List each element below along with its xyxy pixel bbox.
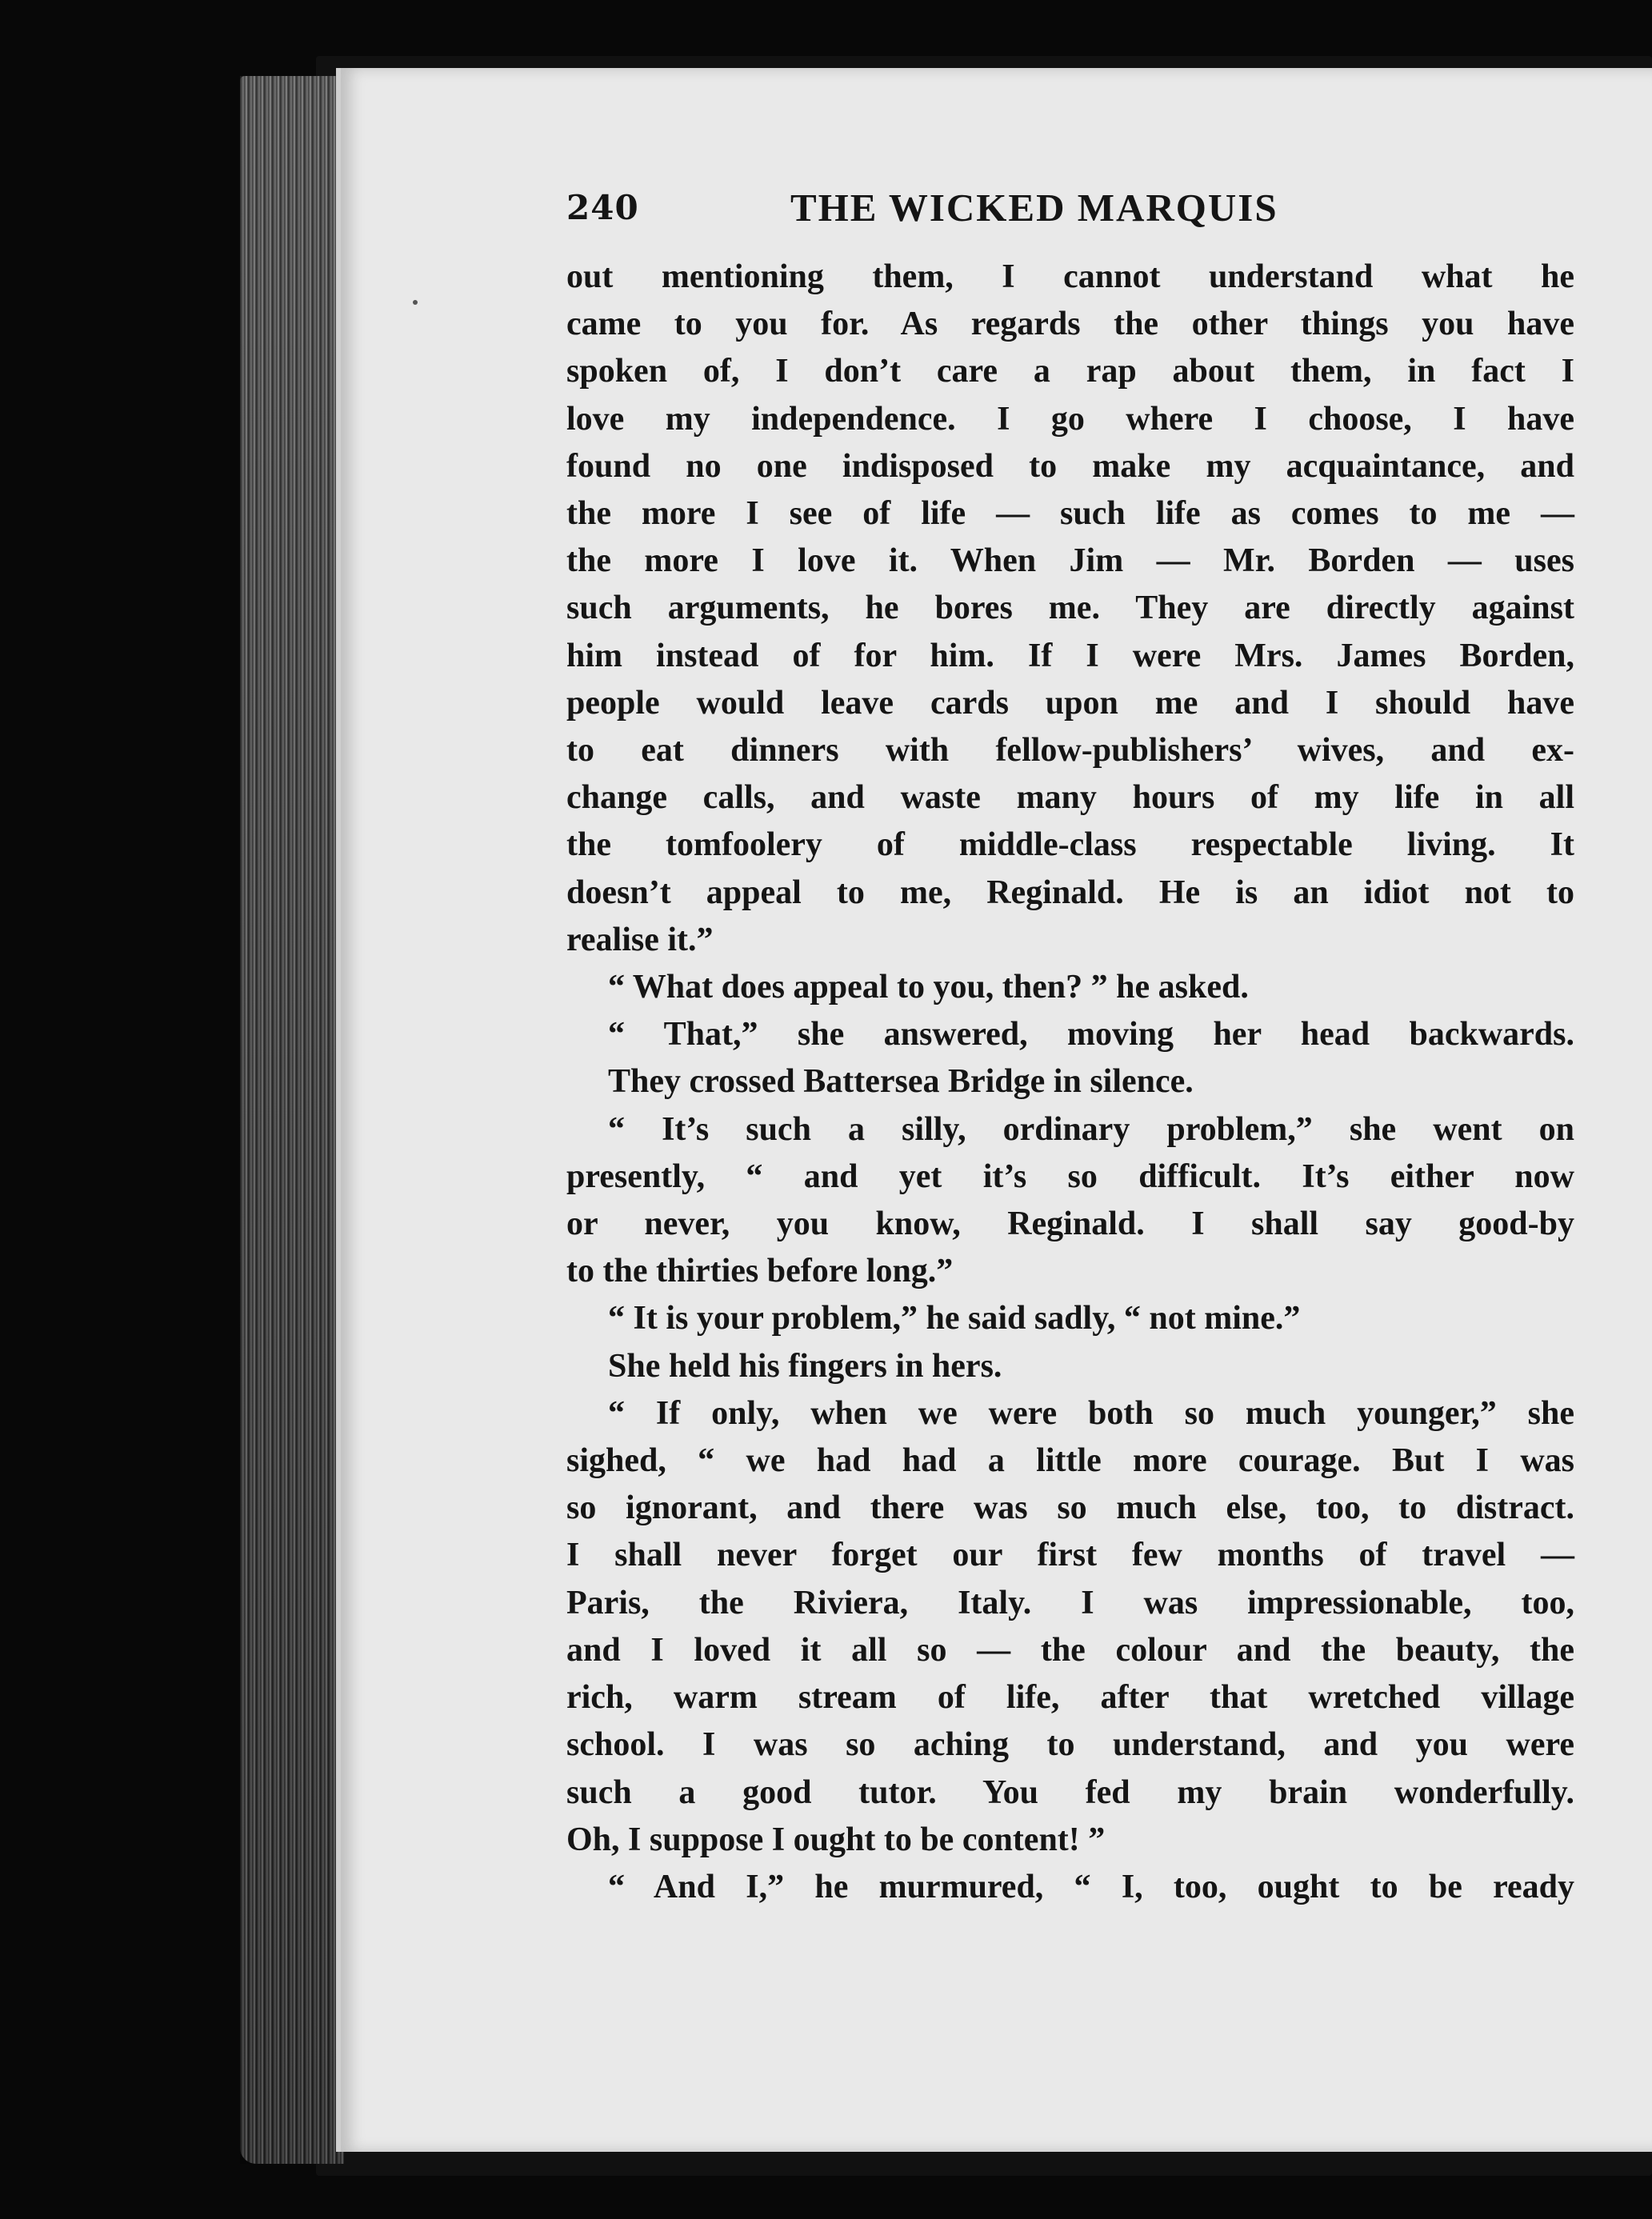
text-line: the tomfoolery of middle-class respectable living. It [566, 826, 1574, 864]
dust-speck [413, 300, 418, 305]
text-line: the more I see of life — such life as comes to me — [566, 495, 1574, 533]
text-line: “ It is your problem,” he said sadly, “ not mine.” [608, 1300, 1301, 1337]
text-line: came to you for. As regards the other things you have [566, 306, 1574, 343]
text-line: to eat dinners with fellow-publishers’ wives, and ex- [566, 732, 1574, 770]
text-line: love my independence. I go where I choose, I have [566, 400, 1574, 438]
text-line: presently, “ and yet it’s so difficult. It’s either now [566, 1157, 1574, 1195]
text-line: sighed, “ we had had a little more courage. But I was [566, 1442, 1574, 1480]
text-line: Paris, the Riviera, Italy. I was impressionable, too, [566, 1584, 1574, 1621]
text-line: They crossed Battersea Bridge in silence. [608, 1063, 1194, 1101]
text-line: “ It’s such a silly, ordinary problem,” she went on [608, 1110, 1574, 1148]
page-content [566, 188, 1574, 1911]
text-line: “ And I,” he murmured, “ I, too, ought to be ready [608, 1868, 1574, 1905]
text-line: doesn’t appeal to me, Reginald. He is an idiot not to [566, 874, 1574, 911]
text-line: “ If only, when we were both so much younger,” she [608, 1394, 1574, 1432]
text-line: “ What does appeal to you, then? ” he asked. [608, 969, 1249, 1006]
text-line: or never, you know, Reginald. I shall say good-by [566, 1205, 1574, 1243]
text-line: so ignorant, and there was so much else, too, to distract. [566, 1489, 1574, 1527]
text-line: him instead of for him. If I were Mrs. James Borden, [566, 637, 1574, 674]
text-line: rich, warm stream of life, after that wretched village [566, 1679, 1574, 1717]
page-number: 240 [566, 188, 639, 227]
text-line: such a good tutor. You fed my brain wonderfully. [566, 1773, 1574, 1811]
text-line: change calls, and waste many hours of my life in all [566, 779, 1574, 817]
running-title: THE WICKED MARQUIS [790, 186, 1278, 230]
text-line: Oh, I suppose I ought to be content! ” [566, 1821, 1106, 1858]
text-line: and I loved it all so — the colour and the beauty, the [566, 1631, 1574, 1669]
text-line: spoken of, I don’t care a rap about them, in fact I [566, 353, 1574, 390]
text-line: the more I love it. When Jim — Mr. Borden — uses [566, 542, 1574, 580]
text-line: I shall never forget our first few months of travel — [566, 1537, 1574, 1574]
text-line: “ That,” she answered, moving her head backwards. [608, 1016, 1574, 1054]
page-edges [240, 76, 344, 2164]
text-line: such arguments, he bores me. They are directly against [566, 590, 1574, 627]
text-line: school. I was so aching to understand, and you were [566, 1726, 1574, 1764]
text-line: found no one indisposed to make my acquaintance, and [566, 447, 1574, 485]
running-head [566, 188, 1574, 244]
body-text [566, 254, 1574, 1911]
text-line: realise it.” [566, 921, 714, 958]
text-line: people would leave cards upon me and I should have [566, 684, 1574, 722]
text-line: She held his fingers in hers. [608, 1347, 1002, 1385]
text-line: out mentioning them, I cannot understand what he [566, 258, 1574, 295]
text-line: to the thirties before long.” [566, 1253, 954, 1290]
book-page [336, 68, 1652, 2152]
